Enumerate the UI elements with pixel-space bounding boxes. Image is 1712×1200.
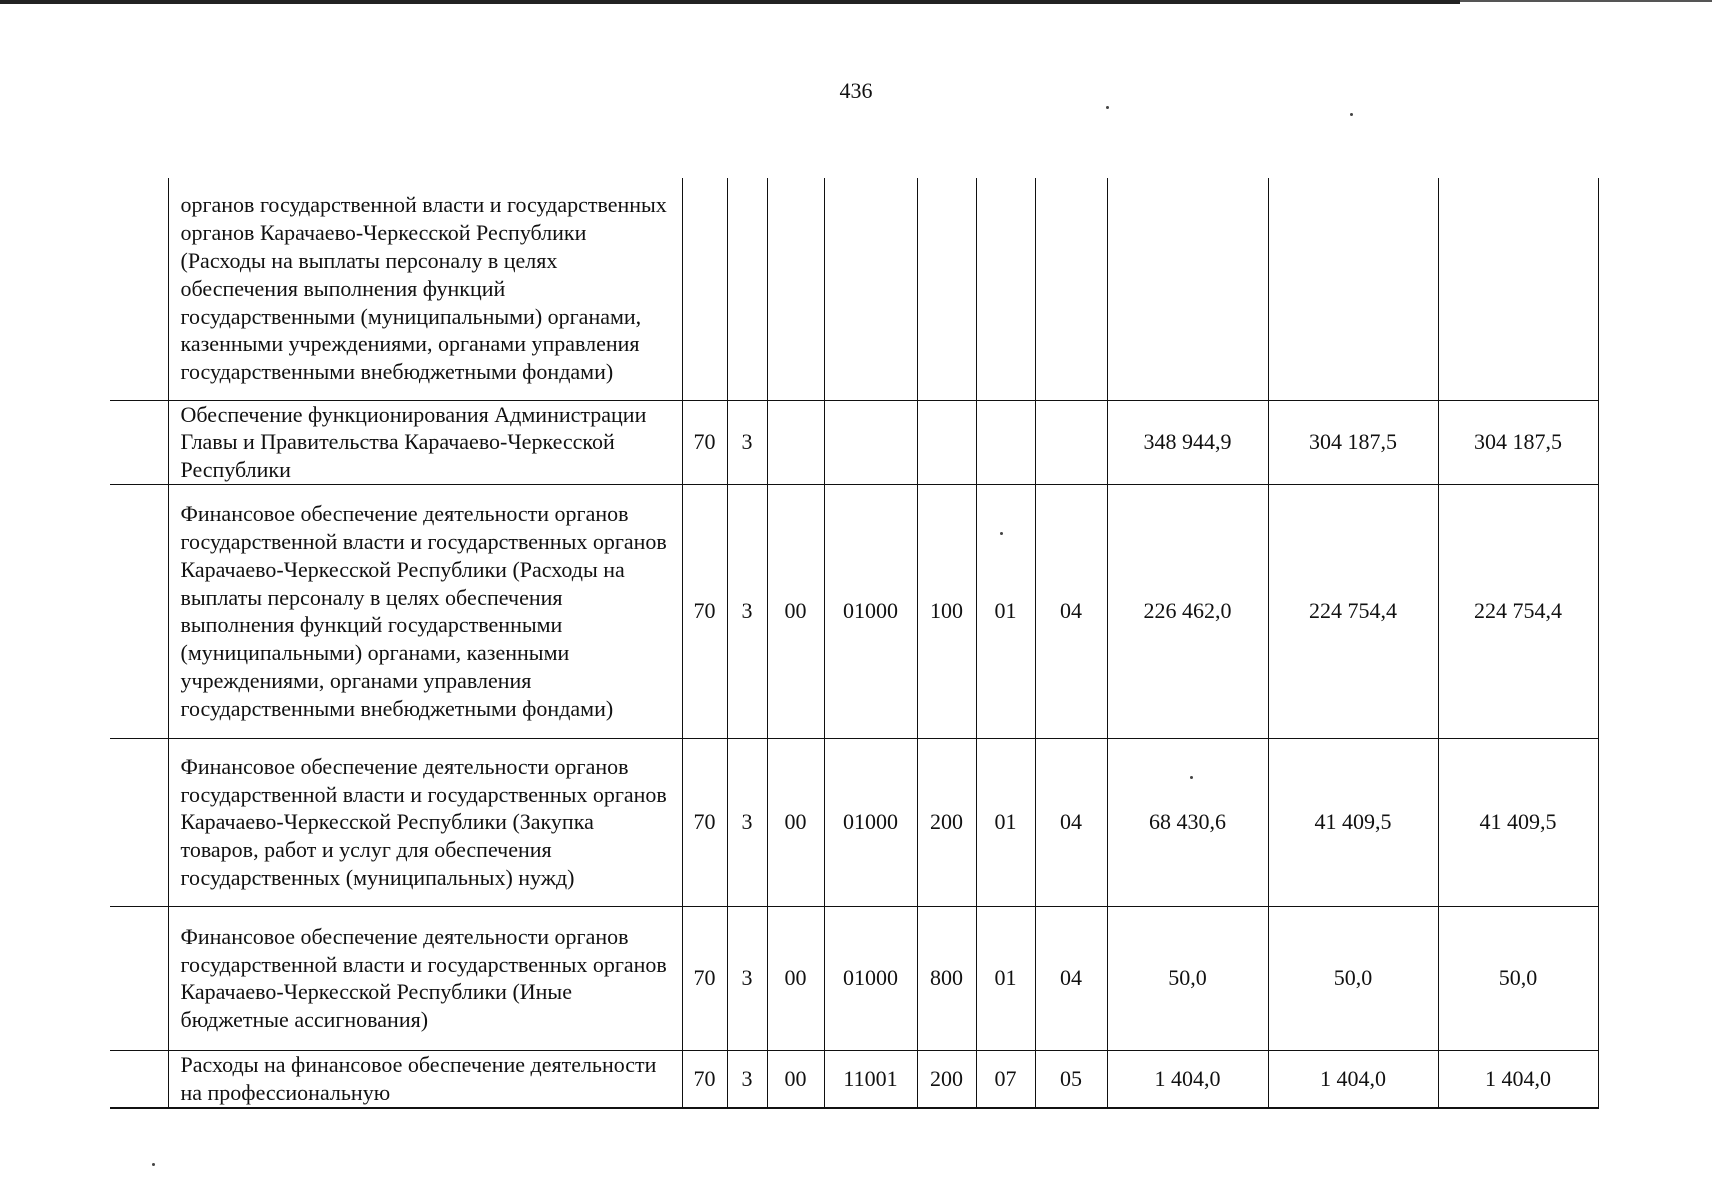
- table-row: [110, 400, 1598, 484]
- amount-cell-1: 68 430,6: [1107, 738, 1268, 906]
- code-cell-6: 07: [976, 1050, 1035, 1108]
- code-cell-6: 01: [976, 484, 1035, 738]
- row-number-cell: [110, 906, 168, 1050]
- code-cell-4: [824, 178, 917, 400]
- scan-speck: [152, 1163, 155, 1166]
- code-cell-2: 3: [727, 400, 767, 484]
- scan-speck: [1350, 113, 1353, 116]
- amount-cell-1: 50,0: [1107, 906, 1268, 1050]
- amount-cell-1: 226 462,0: [1107, 484, 1268, 738]
- code-cell-1: 70: [682, 484, 727, 738]
- row-number-cell: [110, 178, 168, 400]
- code-cell-4: [824, 400, 917, 484]
- code-cell-4: 01000: [824, 738, 917, 906]
- scan-edge-line: [0, 0, 1460, 4]
- code-cell-2: 3: [727, 1050, 767, 1108]
- amount-cell-1: [1107, 178, 1268, 400]
- amount-cell-2: 41 409,5: [1268, 738, 1438, 906]
- code-cell-3: 00: [767, 906, 824, 1050]
- code-cell-1: 70: [682, 1050, 727, 1108]
- code-cell-7: 04: [1035, 484, 1107, 738]
- table-row: [110, 178, 1598, 400]
- scan-edge-line: [1460, 0, 1712, 2]
- scan-speck: [1106, 106, 1109, 109]
- code-cell-5: 100: [917, 484, 976, 738]
- amount-cell-2: 1 404,0: [1268, 1050, 1438, 1108]
- amount-cell-3: 41 409,5: [1438, 738, 1598, 906]
- amount-cell-3: 50,0: [1438, 906, 1598, 1050]
- code-cell-7: 05: [1035, 1050, 1107, 1108]
- code-cell-4: 01000: [824, 906, 917, 1050]
- code-cell-1: 70: [682, 738, 727, 906]
- table-row: [110, 906, 1598, 1050]
- amount-cell-3: 304 187,5: [1438, 400, 1598, 484]
- item-name-cell: Финансовое обеспечение деятельности органов государственной власти и государственных органов Карачаево-Черкесской Республики (Иные бюджетные ассигнования): [168, 906, 682, 1050]
- table-row: [110, 484, 1598, 738]
- code-cell-6: [976, 178, 1035, 400]
- code-cell-7: [1035, 178, 1107, 400]
- code-cell-5: [917, 178, 976, 400]
- amount-cell-2: 224 754,4: [1268, 484, 1438, 738]
- code-cell-2: 3: [727, 738, 767, 906]
- row-number-cell: [110, 738, 168, 906]
- row-number-cell: [110, 400, 168, 484]
- code-cell-5: 200: [917, 1050, 976, 1108]
- item-name-cell: Финансовое обеспечение деятельности органов государственной власти и государственных органов Карачаево-Черкесской Республики (Расходы на выплаты персоналу в целях обеспечения выполнения функций государственными (муниципальными) органами, казенными учреждениями, органами управления государственными внебюджетными фондами): [168, 484, 682, 738]
- code-cell-5: 200: [917, 738, 976, 906]
- code-cell-3: [767, 178, 824, 400]
- item-name-cell: органов государственной власти и государственных органов Карачаево-Черкесской Республики (Расходы на выплаты персоналу в целях обеспечения выполнения функций государственными (муниципальными) органами, казенными учреждениями, органами управления государственными внебюджетными фондами): [168, 178, 682, 400]
- code-cell-3: [767, 400, 824, 484]
- code-cell-7: [1035, 400, 1107, 484]
- code-cell-5: [917, 400, 976, 484]
- amount-cell-3: 1 404,0: [1438, 1050, 1598, 1108]
- code-cell-6: 01: [976, 906, 1035, 1050]
- amount-cell-1: 348 944,9: [1107, 400, 1268, 484]
- code-cell-2: 3: [727, 484, 767, 738]
- table-row: [110, 1050, 1598, 1108]
- code-cell-3: 00: [767, 1050, 824, 1108]
- code-cell-3: 00: [767, 484, 824, 738]
- amount-cell-3: [1438, 178, 1598, 400]
- page-number: 436: [839, 78, 873, 103]
- code-cell-1: 70: [682, 400, 727, 484]
- code-cell-1: [682, 178, 727, 400]
- row-number-cell: [110, 1050, 168, 1108]
- amount-cell-3: 224 754,4: [1438, 484, 1598, 738]
- item-name-cell: Финансовое обеспечение деятельности органов государственной власти и государственных органов Карачаево-Черкесской Республики (Закупка товаров, работ и услуг для обеспечения государственных (муниципальных) нужд): [168, 738, 682, 906]
- code-cell-7: 04: [1035, 738, 1107, 906]
- amount-cell-2: [1268, 178, 1438, 400]
- row-number-cell: [110, 484, 168, 738]
- item-name-cell: Обеспечение функционирования Администрации Главы и Правительства Карачаево-Черкесской Республики: [168, 400, 682, 484]
- table-row: [110, 738, 1598, 906]
- code-cell-6: 01: [976, 738, 1035, 906]
- code-cell-3: 00: [767, 738, 824, 906]
- code-cell-5: 800: [917, 906, 976, 1050]
- code-cell-4: 01000: [824, 484, 917, 738]
- amount-cell-2: 50,0: [1268, 906, 1438, 1050]
- code-cell-4: 11001: [824, 1050, 917, 1108]
- amount-cell-2: 304 187,5: [1268, 400, 1438, 484]
- code-cell-2: 3: [727, 906, 767, 1050]
- amount-cell-1: 1 404,0: [1107, 1050, 1268, 1108]
- code-cell-1: 70: [682, 906, 727, 1050]
- item-name-cell: Расходы на финансовое обеспечение деятельности на профессиональную: [168, 1050, 682, 1108]
- code-cell-6: [976, 400, 1035, 484]
- code-cell-2: [727, 178, 767, 400]
- code-cell-7: 04: [1035, 906, 1107, 1050]
- budget-table: [110, 178, 1599, 1109]
